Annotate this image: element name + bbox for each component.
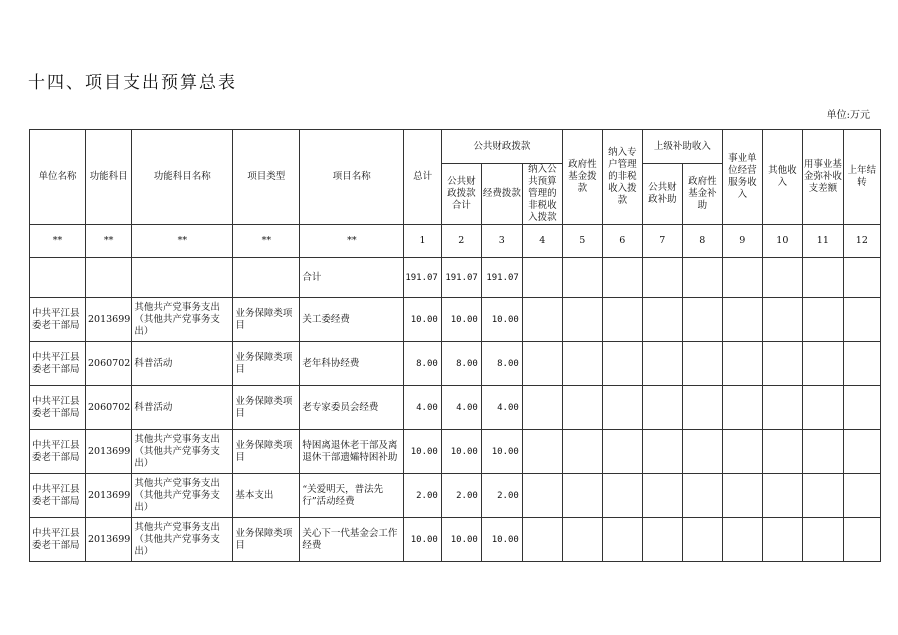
func-code-cell: 2013699 bbox=[86, 474, 132, 518]
empty-cell bbox=[762, 474, 802, 518]
index-cell: 8 bbox=[682, 225, 722, 258]
unit-name-cell: 中共平江县委老干部局 bbox=[30, 474, 86, 518]
empty-cell bbox=[642, 342, 682, 386]
empty-cell bbox=[722, 298, 762, 342]
index-cell: ** bbox=[300, 225, 404, 258]
index-cell: ** bbox=[132, 225, 233, 258]
total-cell: 10.00 bbox=[404, 298, 442, 342]
public-fiscal-cell: 4.00 bbox=[441, 386, 481, 430]
total-cell: 10.00 bbox=[404, 430, 442, 474]
proj-name-cell: 特困离退休老干部及离退休干部遗孀特困补助 bbox=[300, 430, 404, 474]
total-cell-empty bbox=[233, 258, 300, 298]
index-cell: ** bbox=[86, 225, 132, 258]
header-special-nontax: 纳入专户管理的非税收入拨款 bbox=[602, 130, 642, 225]
empty-cell bbox=[843, 386, 880, 430]
total-cell-empty bbox=[30, 258, 86, 298]
total-cell: 2.00 bbox=[404, 474, 442, 518]
empty-cell bbox=[722, 342, 762, 386]
empty-cell bbox=[602, 342, 642, 386]
header-gov-fund: 政府性基金拨款 bbox=[562, 130, 602, 225]
empty-cell bbox=[562, 474, 602, 518]
empty-cell bbox=[602, 386, 642, 430]
header-carry-over: 上年结转 bbox=[843, 130, 880, 225]
public-fiscal-cell: 10.00 bbox=[441, 298, 481, 342]
index-cell: 10 bbox=[762, 225, 802, 258]
empty-cell bbox=[522, 518, 562, 562]
header-public-fiscal-total: 公共财政拨款合计 bbox=[441, 164, 481, 225]
header-fund-alloc: 经费拨款 bbox=[481, 164, 522, 225]
empty-cell bbox=[602, 474, 642, 518]
empty-cell bbox=[762, 518, 802, 562]
total-row bbox=[30, 258, 881, 298]
total-cell-empty bbox=[522, 258, 562, 298]
total-cell-empty bbox=[642, 258, 682, 298]
empty-cell bbox=[682, 298, 722, 342]
table-row bbox=[30, 518, 881, 562]
total-cell-empty bbox=[602, 258, 642, 298]
total-public-fiscal: 191.07 bbox=[441, 258, 481, 298]
empty-cell bbox=[522, 474, 562, 518]
proj-name-cell: 老专家委员会经费 bbox=[300, 386, 404, 430]
empty-cell bbox=[802, 430, 843, 474]
header-proj-name: 项目名称 bbox=[300, 130, 404, 225]
table-row bbox=[30, 298, 881, 342]
total-amount: 191.07 bbox=[404, 258, 442, 298]
empty-cell bbox=[642, 474, 682, 518]
empty-cell bbox=[762, 298, 802, 342]
total-cell: 4.00 bbox=[404, 386, 442, 430]
empty-cell bbox=[682, 342, 722, 386]
unit-name-cell: 中共平江县委老干部局 bbox=[30, 518, 86, 562]
empty-cell bbox=[802, 386, 843, 430]
func-name-cell: 其他共产党事务支出（其他共产党事务支出） bbox=[132, 430, 233, 474]
empty-cell bbox=[802, 298, 843, 342]
header-func-code: 功能科目 bbox=[86, 130, 132, 225]
proj-name-cell: 关心下一代基金会工作经费 bbox=[300, 518, 404, 562]
empty-cell bbox=[843, 298, 880, 342]
empty-cell bbox=[602, 298, 642, 342]
total-cell-empty bbox=[762, 258, 802, 298]
empty-cell bbox=[802, 518, 843, 562]
empty-cell bbox=[802, 342, 843, 386]
index-row bbox=[30, 225, 881, 258]
index-cell: 12 bbox=[843, 225, 880, 258]
header-func-name: 功能科目名称 bbox=[132, 130, 233, 225]
unit-name-cell: 中共平江县委老干部局 bbox=[30, 298, 86, 342]
index-cell: ** bbox=[233, 225, 300, 258]
empty-cell bbox=[562, 298, 602, 342]
empty-cell bbox=[722, 430, 762, 474]
func-name-cell: 其他共产党事务支出（其他共产党事务支出） bbox=[132, 474, 233, 518]
fund-alloc-cell: 10.00 bbox=[481, 430, 522, 474]
index-cell: 11 bbox=[802, 225, 843, 258]
unit-name-cell: 中共平江县委老干部局 bbox=[30, 430, 86, 474]
func-name-cell: 科普活动 bbox=[132, 386, 233, 430]
func-code-cell: 2013699 bbox=[86, 298, 132, 342]
empty-cell bbox=[602, 430, 642, 474]
header-total: 总计 bbox=[404, 130, 442, 225]
total-fund-alloc: 191.07 bbox=[481, 258, 522, 298]
fund-alloc-cell: 8.00 bbox=[481, 342, 522, 386]
header-unit-name: 单位名称 bbox=[30, 130, 86, 225]
fund-alloc-cell: 10.00 bbox=[481, 518, 522, 562]
unit-name-cell: 中共平江县委老干部局 bbox=[30, 386, 86, 430]
empty-cell bbox=[722, 518, 762, 562]
unit-label: 单位:万元 bbox=[826, 110, 870, 121]
proj-name-cell: “关爱明天，普法先行”活动经费 bbox=[300, 474, 404, 518]
unit-name-cell: 中共平江县委老干部局 bbox=[30, 342, 86, 386]
proj-type-cell: 业务保障类项目 bbox=[233, 386, 300, 430]
public-fiscal-cell: 10.00 bbox=[441, 430, 481, 474]
index-cell: 2 bbox=[441, 225, 481, 258]
proj-type-cell: 业务保障类项目 bbox=[233, 342, 300, 386]
empty-cell bbox=[722, 474, 762, 518]
header-sub-gov-fund: 政府性基金补助 bbox=[682, 164, 722, 225]
proj-name-cell: 关工委经费 bbox=[300, 298, 404, 342]
empty-cell bbox=[682, 474, 722, 518]
header-superior-subsidy: 上级补助收入 bbox=[642, 130, 722, 164]
empty-cell bbox=[562, 430, 602, 474]
index-cell: 7 bbox=[642, 225, 682, 258]
empty-cell bbox=[843, 430, 880, 474]
empty-cell bbox=[802, 474, 843, 518]
public-fiscal-cell: 10.00 bbox=[441, 518, 481, 562]
total-label: 合计 bbox=[300, 258, 404, 298]
func-name-cell: 其他共产党事务支出（其他共产党事务支出） bbox=[132, 518, 233, 562]
func-name-cell: 科普活动 bbox=[132, 342, 233, 386]
total-cell-empty bbox=[562, 258, 602, 298]
public-fiscal-cell: 8.00 bbox=[441, 342, 481, 386]
total-cell-empty bbox=[682, 258, 722, 298]
empty-cell bbox=[562, 386, 602, 430]
fund-alloc-cell: 4.00 bbox=[481, 386, 522, 430]
header-budget-mgmt: 纳入公共预算管理的非税收入拨款 bbox=[522, 164, 562, 225]
empty-cell bbox=[602, 518, 642, 562]
index-cell: ** bbox=[30, 225, 86, 258]
empty-cell bbox=[522, 430, 562, 474]
total-cell-empty bbox=[843, 258, 880, 298]
total-cell-empty bbox=[86, 258, 132, 298]
empty-cell bbox=[562, 342, 602, 386]
func-code-cell: 2060702 bbox=[86, 342, 132, 386]
empty-cell bbox=[762, 430, 802, 474]
empty-cell bbox=[682, 518, 722, 562]
empty-cell bbox=[722, 386, 762, 430]
empty-cell bbox=[522, 342, 562, 386]
index-cell: 9 bbox=[722, 225, 762, 258]
empty-cell bbox=[522, 386, 562, 430]
empty-cell bbox=[642, 518, 682, 562]
total-cell: 10.00 bbox=[404, 518, 442, 562]
empty-cell bbox=[843, 474, 880, 518]
func-code-cell: 2013699 bbox=[86, 430, 132, 474]
total-cell-empty bbox=[722, 258, 762, 298]
proj-type-cell: 业务保障类项目 bbox=[233, 430, 300, 474]
empty-cell bbox=[522, 298, 562, 342]
index-cell: 5 bbox=[562, 225, 602, 258]
table-row bbox=[30, 474, 881, 518]
proj-type-cell: 业务保障类项目 bbox=[233, 298, 300, 342]
empty-cell bbox=[682, 430, 722, 474]
empty-cell bbox=[562, 518, 602, 562]
index-cell: 4 bbox=[522, 225, 562, 258]
table-row bbox=[30, 342, 881, 386]
func-name-cell: 其他共产党事务支出（其他共产党事务支出） bbox=[132, 298, 233, 342]
fund-alloc-cell: 2.00 bbox=[481, 474, 522, 518]
empty-cell bbox=[642, 298, 682, 342]
func-code-cell: 2060702 bbox=[86, 386, 132, 430]
header-sub-public-fiscal: 公共财政补助 bbox=[642, 164, 682, 225]
table-row bbox=[30, 386, 881, 430]
public-fiscal-cell: 2.00 bbox=[441, 474, 481, 518]
header-biz-income: 事业单位经营服务收入 bbox=[722, 130, 762, 225]
empty-cell bbox=[843, 518, 880, 562]
proj-name-cell: 老年科协经费 bbox=[300, 342, 404, 386]
project-budget-table bbox=[29, 129, 881, 562]
total-cell-empty bbox=[802, 258, 843, 298]
table-row bbox=[30, 430, 881, 474]
empty-cell bbox=[843, 342, 880, 386]
index-cell: 1 bbox=[404, 225, 442, 258]
page-title: 十四、项目支出预算总表 bbox=[28, 73, 237, 93]
total-cell: 8.00 bbox=[404, 342, 442, 386]
fund-alloc-cell: 10.00 bbox=[481, 298, 522, 342]
index-cell: 6 bbox=[602, 225, 642, 258]
empty-cell bbox=[762, 342, 802, 386]
empty-cell bbox=[762, 386, 802, 430]
proj-type-cell: 业务保障类项目 bbox=[233, 518, 300, 562]
header-other-income: 其他收入 bbox=[762, 130, 802, 225]
proj-type-cell: 基本支出 bbox=[233, 474, 300, 518]
total-cell-empty bbox=[132, 258, 233, 298]
index-cell: 3 bbox=[481, 225, 522, 258]
header-biz-fund-make-up: 用事业基金弥补收支差额 bbox=[802, 130, 843, 225]
empty-cell bbox=[682, 386, 722, 430]
empty-cell bbox=[642, 430, 682, 474]
header-proj-type: 项目类型 bbox=[233, 130, 300, 225]
header-public-fiscal: 公共财政拨款 bbox=[441, 130, 562, 164]
empty-cell bbox=[642, 386, 682, 430]
func-code-cell: 2013699 bbox=[86, 518, 132, 562]
